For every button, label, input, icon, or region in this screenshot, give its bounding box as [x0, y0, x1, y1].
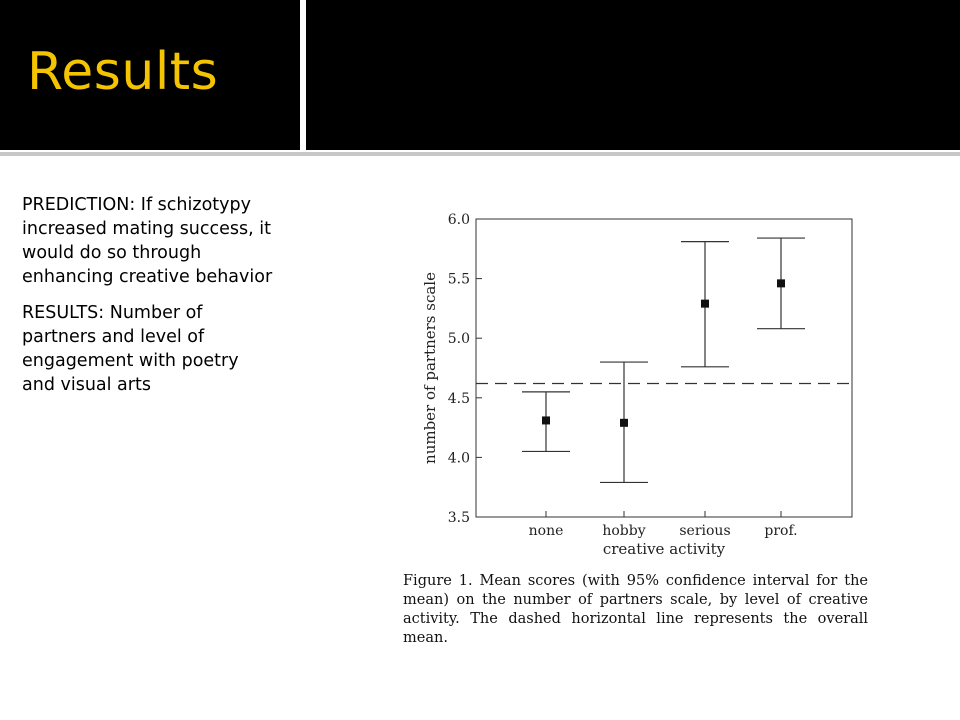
y-axis-ticks [448, 212, 482, 526]
y-tick-label: 5.0 [447, 331, 470, 348]
plot-frame [476, 219, 852, 517]
mean-point [542, 416, 550, 424]
slide-body [22, 193, 277, 409]
results-text: RESULTS: Number of partners and level of engagement with poetry and visual arts [22, 303, 239, 395]
y-tick-label: 6.0 [447, 212, 470, 228]
y-axis-label: number of partners scale [421, 272, 439, 464]
y-tick-label: 4.5 [447, 390, 470, 407]
error-bar-marks [522, 238, 805, 482]
header-bar-right [306, 0, 960, 150]
x-axis-ticks [529, 511, 798, 539]
mean-point [701, 300, 709, 308]
y-tick-label: 3.5 [447, 510, 470, 526]
x-axis-label: creative activity [602, 540, 726, 558]
slide-title: Results [27, 42, 219, 102]
x-tick-label: prof. [764, 523, 798, 539]
header-divider [0, 152, 960, 156]
x-tick-label: serious [679, 523, 731, 539]
prediction-text: PREDICTION: If schizotypy increased mating success, it would do so through enhancing creative behavior [22, 195, 273, 287]
x-tick-label: hobby [602, 523, 646, 539]
y-tick-label: 4.0 [447, 450, 470, 467]
mean-point [620, 419, 628, 427]
figure-caption: Figure 1. Mean scores (with 95% confidence interval for the mean) on the number of partners scale, by level of creative activity. The dashed horizontal line represents the overall mean. [403, 573, 868, 646]
x-tick-label: none [528, 523, 564, 539]
y-tick-label: 5.5 [447, 271, 470, 288]
mean-point [777, 279, 785, 287]
